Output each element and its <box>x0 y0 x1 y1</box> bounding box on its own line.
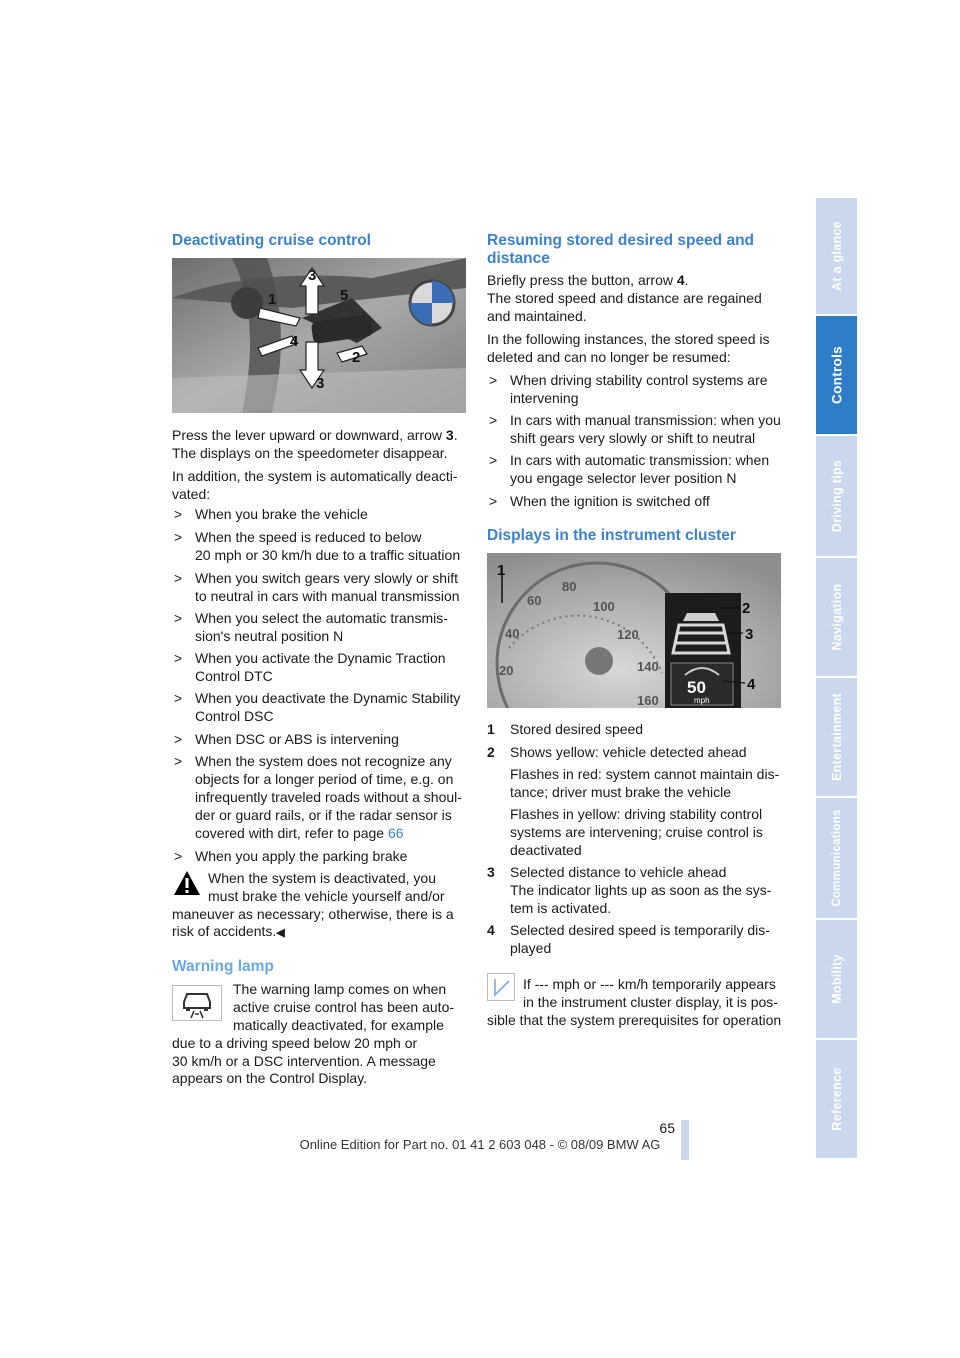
tab-at-a-glance[interactable]: At a glance <box>816 198 857 316</box>
cluster-label-4: 4 <box>747 676 756 693</box>
heading-warning-lamp: Warning lamp <box>172 958 274 975</box>
lamp-line-1: The warning lamp comes on when <box>233 981 447 997</box>
page-66-link[interactable]: 66 <box>388 825 404 841</box>
warning-line-2: must brake the vehicle yourself and/or <box>208 888 445 904</box>
lamp-line-5: 30 km/h or a DSC intervention. A message <box>172 1053 436 1069</box>
page-number: 65 <box>659 1120 675 1136</box>
lever-label-3-top: 3 <box>308 267 317 284</box>
gauge-number-120: 120 <box>617 627 639 642</box>
warning-line-4: risk of accidents.◀ <box>172 923 285 939</box>
note-line-3: sible that the system prerequisites for operation <box>487 1012 782 1028</box>
lever-label-5: 5 <box>340 287 349 304</box>
tab-navigation[interactable]: Navigation <box>816 558 857 678</box>
lamp-line-3: matically deactivated, for example <box>233 1017 444 1033</box>
lever-illustration <box>172 258 466 413</box>
cluster-label-1: 1 <box>497 562 506 579</box>
lever-label-2: 2 <box>352 349 361 366</box>
para-press-lever: Press the lever upward or downward, arrow 3. <box>172 427 458 443</box>
tab-driving-tips[interactable]: Driving tips <box>816 436 857 558</box>
tab-communications[interactable]: Communications <box>816 798 857 920</box>
cluster-speed-unit: mph <box>694 696 710 705</box>
gauge-number-20: 20 <box>499 663 514 678</box>
heading-resuming: Resuming stored desired speed and distance <box>487 232 755 267</box>
warning-line-1: When the system is deactivated, you <box>208 870 436 886</box>
gauge-number-140: 140 <box>637 659 659 674</box>
lever-label-1: 1 <box>268 291 277 308</box>
lamp-line-4: due to a driving speed below 20 mph or <box>172 1035 418 1051</box>
gauge-number-80: 80 <box>562 579 577 594</box>
tab-entertainment[interactable]: Entertainment <box>816 678 857 798</box>
footer-text: Online Edition for Part no. 01 41 2 603 048 - © 08/09 BMW AG <box>299 1137 661 1152</box>
heading-displays: Displays in the instrument cluster <box>487 527 736 544</box>
gauge-number-40: 40 <box>505 626 520 641</box>
tab-mobility[interactable]: Mobility <box>816 920 857 1040</box>
para-auto-deactivated-1: In addition, the system is automatically deacti- <box>172 468 458 484</box>
note-line-1: If --- mph or --- km/h temporarily appears <box>523 976 776 992</box>
lever-label-4: 4 <box>290 333 299 350</box>
tab-reference[interactable]: Reference <box>816 1040 857 1160</box>
chapter-tabs <box>816 198 857 1160</box>
tab-controls[interactable]: Controls <box>816 316 857 436</box>
lamp-line-2: active cruise control has been auto- <box>233 999 455 1015</box>
lever-photo <box>172 258 466 413</box>
gauge-number-60: 60 <box>527 593 542 608</box>
para-auto-deactivated-2: vated: <box>172 486 211 502</box>
warning-line-3: maneuver as necessary; otherwise, there is a <box>172 906 454 922</box>
gauge-number-160: 160 <box>637 693 659 708</box>
lamp-line-6: appears on the Control Display. <box>172 1070 368 1086</box>
gauge-number-100: 100 <box>593 599 615 614</box>
para-deleted: In the following instances, the stored speed is deleted and can no longer be resumed: <box>487 331 770 365</box>
para-press-button: Briefly press the button, arrow 4. <box>487 272 689 288</box>
note-icon <box>487 973 515 1001</box>
cluster-speed-value: 50 <box>687 678 706 697</box>
para-displays-disappear: The displays on the speedometer disappear. <box>172 445 448 461</box>
warning-triangle-icon <box>172 868 202 898</box>
heading-deactivating: Deactivating cruise control <box>172 232 371 249</box>
para-regained: The stored speed and distance are regained and maintained. <box>487 290 762 324</box>
cluster-label-2: 2 <box>742 600 751 617</box>
instrument-cluster-illustration <box>487 553 781 708</box>
cruise-warning-lamp-icon <box>172 985 222 1021</box>
cluster-label-3: 3 <box>745 626 754 643</box>
note-line-2: in the instrument cluster display, it is pos- <box>523 994 778 1010</box>
lever-label-3-bottom: 3 <box>316 375 325 392</box>
instrument-cluster-photo <box>487 553 781 708</box>
